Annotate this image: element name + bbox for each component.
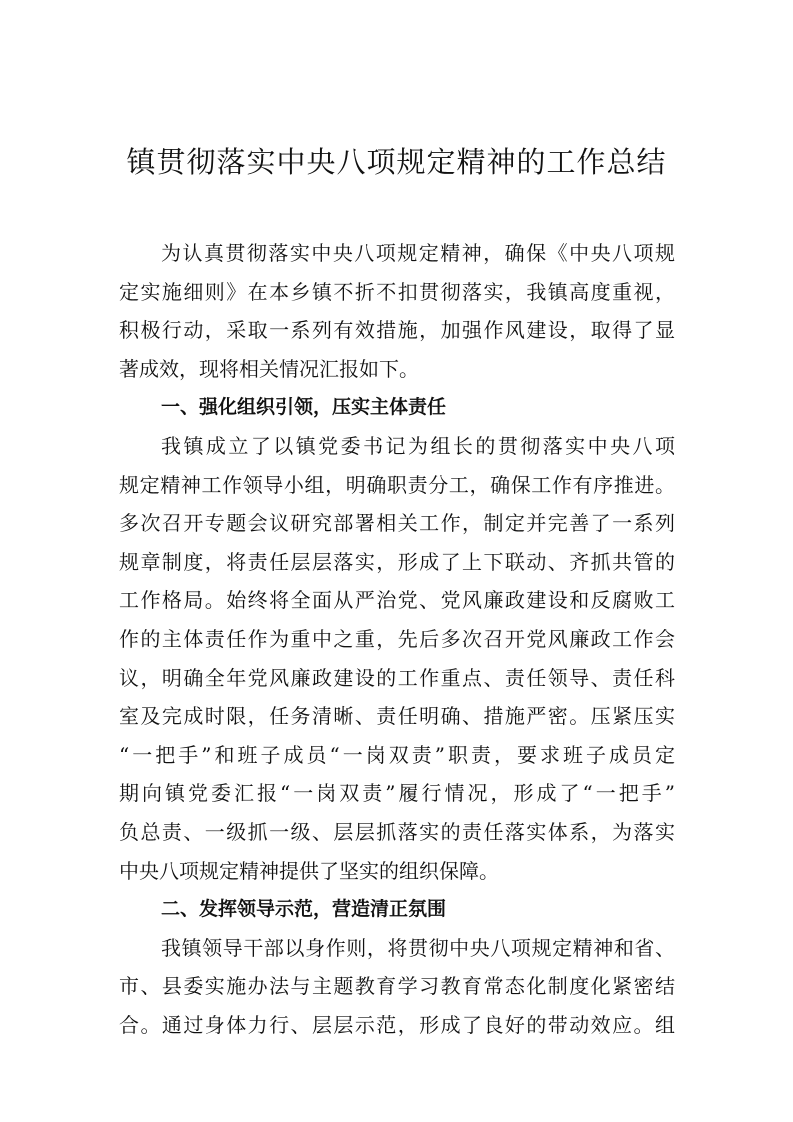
document-body bbox=[119, 234, 675, 1044]
paragraph-line: 合。通过身体力行、层层示范，形成了良好的带动效应。组 bbox=[119, 1012, 675, 1037]
paragraph-line: 著成效，现将相关情况汇报如下。 bbox=[119, 356, 419, 381]
paragraph-line: 室及完成时限，任务清晰、责任明确、措施严密。压紧压实 bbox=[119, 704, 675, 729]
paragraph-line: 市、县委实施办法与主题教育学习教育常态化制度化紧密结 bbox=[119, 974, 675, 999]
paragraph-line: 作的主体责任作为重中之重，先后多次召开党风廉政工作会 bbox=[119, 626, 675, 651]
paragraph-line: 规章制度，将责任层层落实，形成了上下联动、齐抓共管的 bbox=[119, 549, 675, 574]
paragraph-line: 工作格局。始终将全面从严治党、党风廉政建设和反腐败工 bbox=[119, 588, 675, 613]
paragraph-line: 我镇成立了以镇党委书记为组长的贯彻落实中央八项 bbox=[161, 433, 675, 458]
paragraph-line: 积极行动，采取一系列有效措施，加强作风建设，取得了显 bbox=[119, 318, 675, 343]
paragraph-line: 中央八项规定精神提供了坚实的组织保障。 bbox=[119, 858, 499, 883]
section-heading-2: 二、发挥领导示范，营造清正氛围 bbox=[161, 898, 447, 921]
paragraph-line: 多次召开专题会议研究部署相关工作，制定并完善了一系列 bbox=[119, 511, 675, 536]
paragraph-line: 负总责、一级抓一级、层层抓落实的责任落实体系，为落实 bbox=[119, 819, 675, 844]
paragraph-line: 我镇领导干部以身作则，将贯彻中央八项规定精神和省、 bbox=[161, 935, 675, 960]
paragraph-line: 定实施细则》在本乡镇不折不扣贯彻落实，我镇高度重视， bbox=[119, 279, 675, 304]
document-title: 镇贯彻落实中央八项规定精神的工作总结 bbox=[126, 145, 667, 179]
paragraph-line: 议，明确全年党风廉政建设的工作重点、责任领导、责任科 bbox=[119, 665, 675, 690]
paragraph-line: 期向镇党委汇报“一岗双责”履行情况，形成了“一把手” bbox=[119, 781, 675, 806]
section-heading-1: 一、强化组织引领，压实主体责任 bbox=[161, 396, 447, 419]
paragraph-line: 规定精神工作领导小组，明确职责分工，确保工作有序推进。 bbox=[119, 472, 675, 497]
paragraph-line: 为认真贯彻落实中央八项规定精神，确保《中央八项规 bbox=[161, 241, 675, 265]
paragraph-line: “一把手”和班子成员“一岗双责”职责，要求班子成员定 bbox=[119, 742, 675, 767]
